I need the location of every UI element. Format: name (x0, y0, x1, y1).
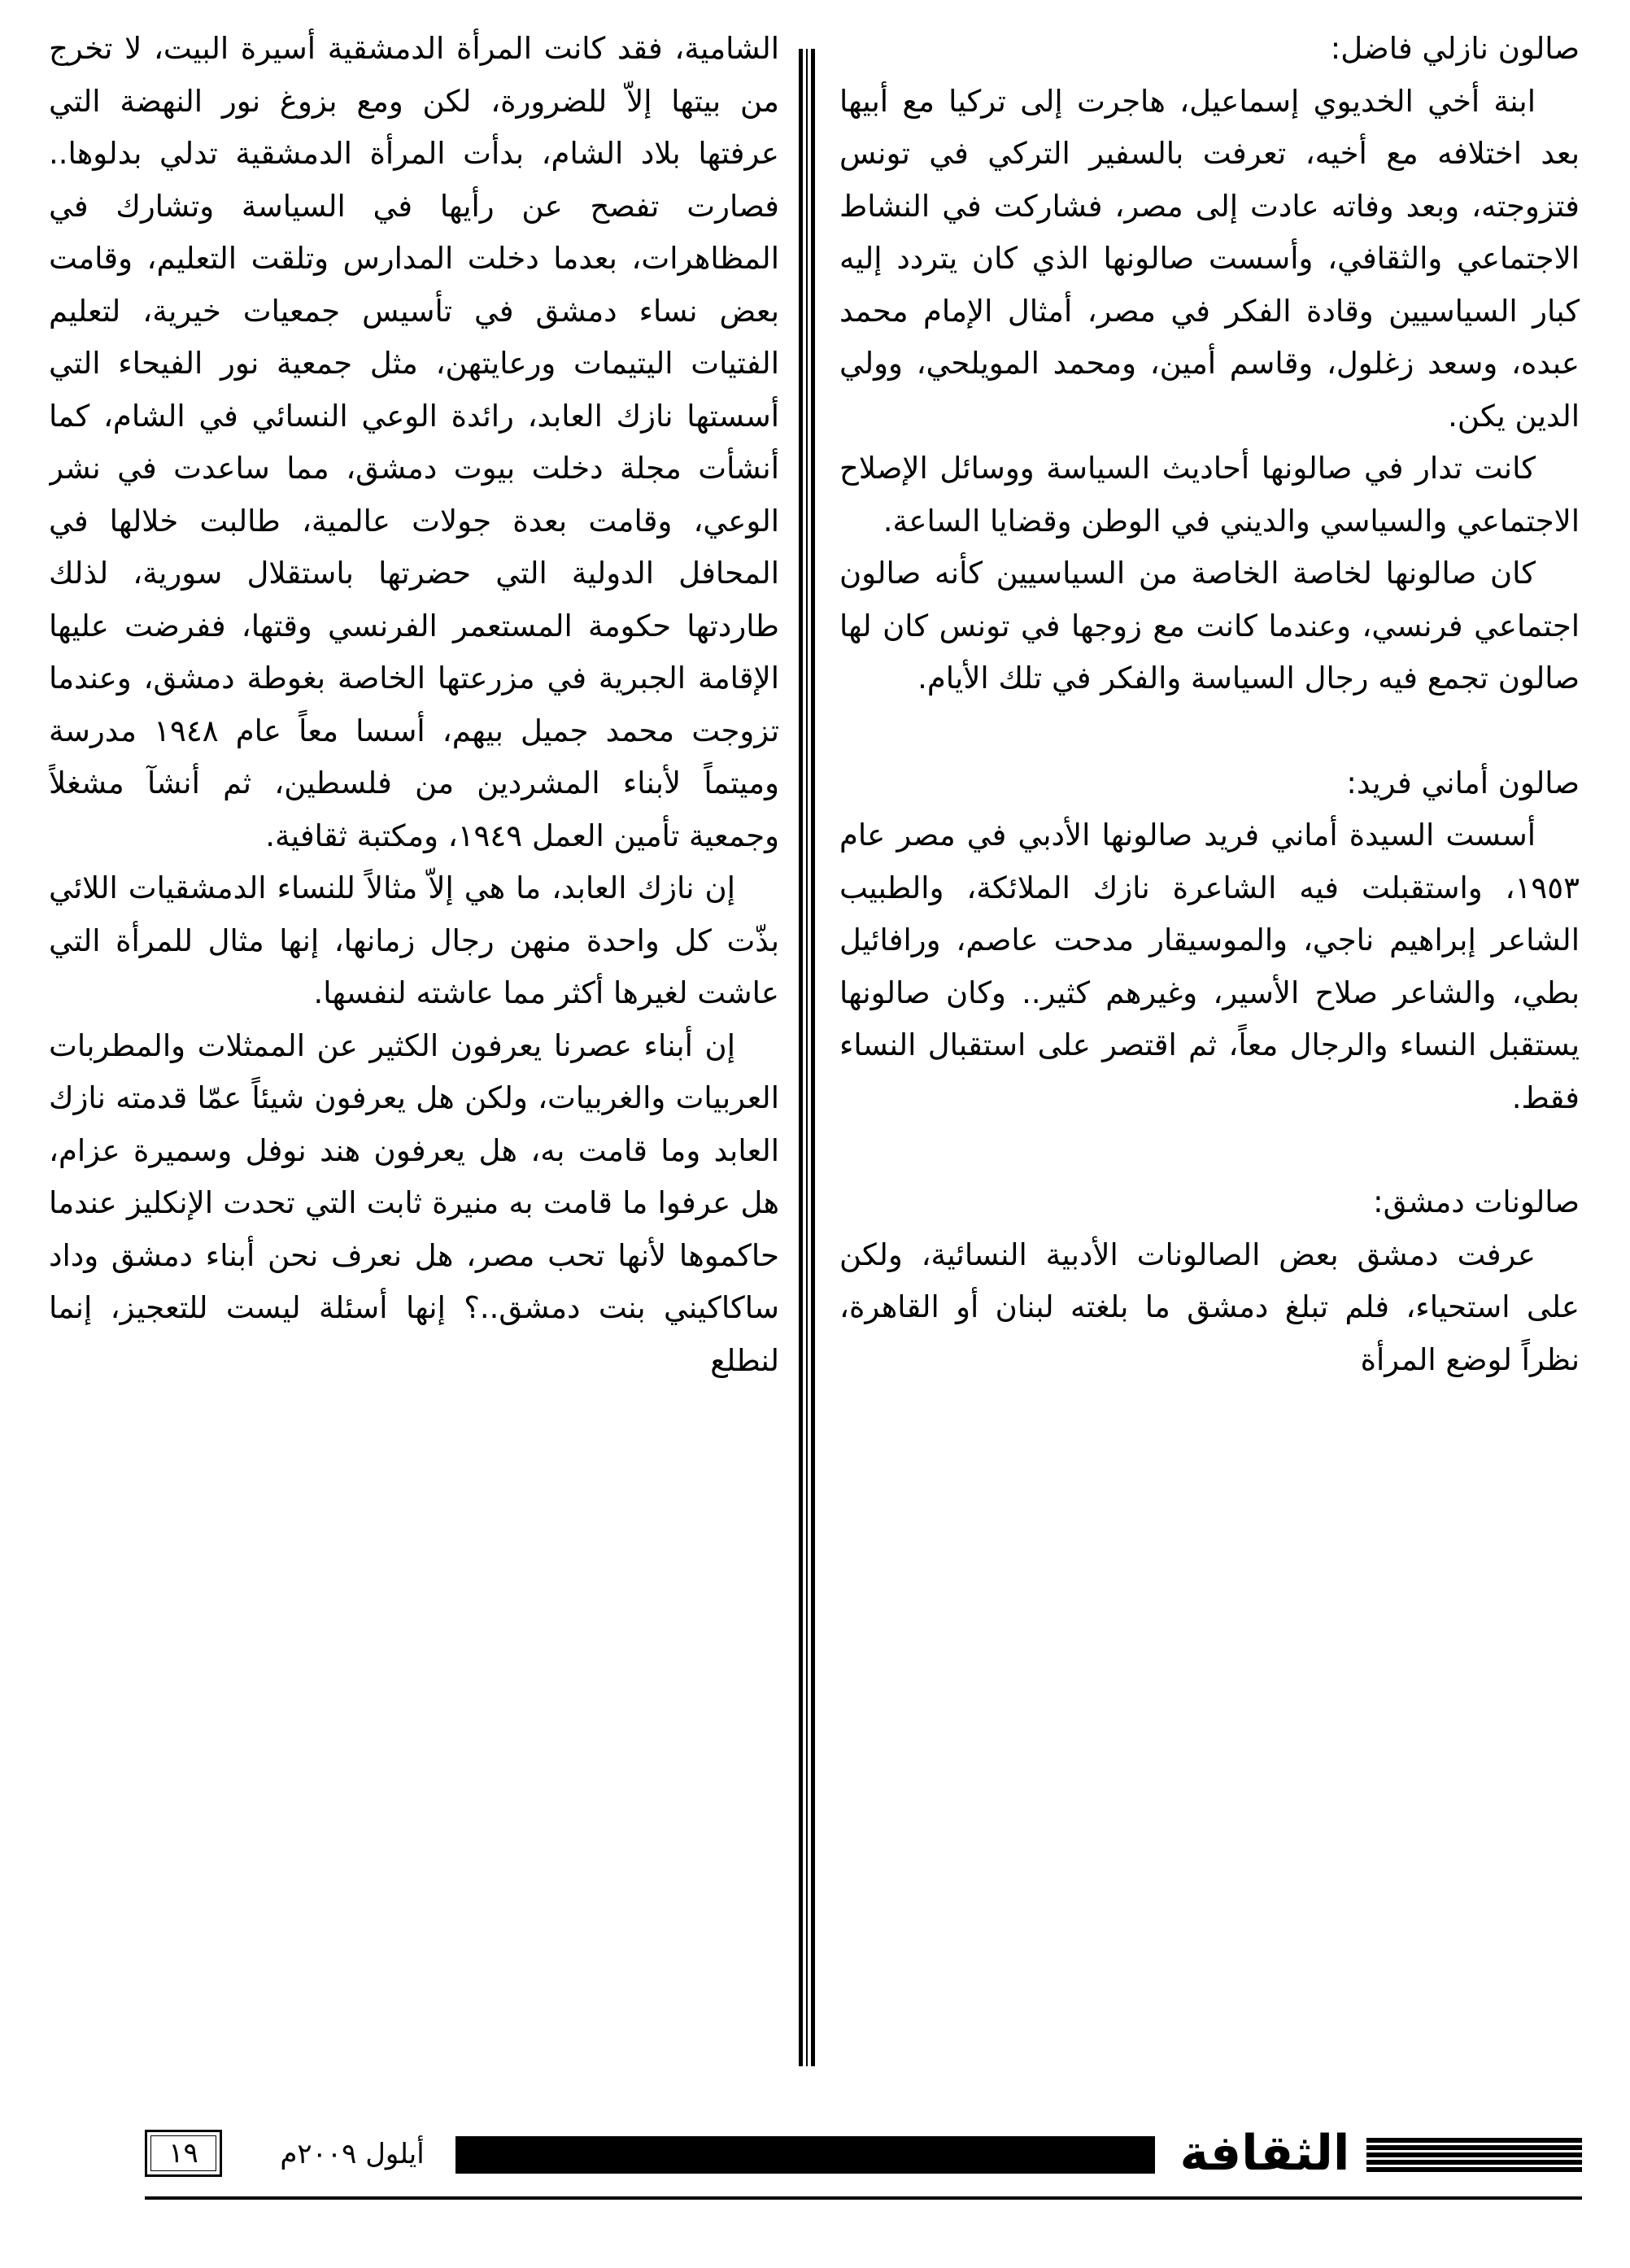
paragraph: إن أبناء عصرنا يعرفون الكثير عن الممثلات والمطربات العربيات والغربيات، ولكن هل يعرفون شيئاً عمّا قدمته نازك العابد وما قامت به، هل يعرفون هند نوفل وسميرة عزام، هل عرفوا ما قامت به منيرة ثابت التي تحدت الإنكليز عندما حاكموها لأنها تحب مصر، هل نعرف نحن أبناء دمشق وداد ساكاكيني بنت دمشق..؟ إنها أسئلة ليست للتعجيز، إنما لنطلع (49, 1027, 779, 1378)
section-heading-damascus-salons: صالونات دمشق: (1373, 1184, 1580, 1219)
magazine-logo: الثقافة (1179, 2125, 1350, 2182)
paragraph: ابنة أخي الخديوي إسماعيل، هاجرت إلى تركيا مع أبيها بعد اختلافه مع أخيه، تعرفت بالسفير التركي في تونس فتزوجته، وبعد وفاته عادت إلى مصر، فشاركت في النشاط الاجتماعي والثقافي، وأسست صالونها الذي كان يتردد إليه كبار السياسيين وقادة الفكر في مصر، أمثال الإمام محمد عبده، وسعد زغلول، وقاسم أمين، ومحمد المويلحي، وولي الدين يكن. (839, 83, 1580, 434)
footer-band (455, 2136, 1155, 2174)
paragraph: كان صالونها لخاصة الخاصة من السياسيين كأنه صالون اجتماعي فرنسي، وعندما كانت مع زوجها في تونس كان لها صالون تجمع فيه رجال السياسة والفكر في تلك الأيام. (839, 556, 1580, 696)
section-spacer (839, 705, 1580, 757)
logo-stripes (1366, 2138, 1582, 2172)
section-heading-amani-farid: صالون أماني فريد: (1346, 765, 1580, 800)
paragraph: إن نازك العابد، ما هي إلاّ مثالاً للنساء الدمشقيات اللائي بذّت كل واحدة منهن رجال زمانها، إنها مثال للمرأة التي عاشت لغيرها أكثر مما عاشته لنفسها. (49, 870, 779, 1010)
footer-rule (145, 2196, 1582, 2200)
page-number: ١٩ (145, 2130, 222, 2177)
paragraph: أسست السيدة أماني فريد صالونها الأدبي في مصر عام ١٩٥٣، واستقبلت فيه الشاعرة نازك الملائكة، والطبيب الشاعر إبراهيم ناجي، والموسيقار مدحت عاصم، ورافائيل بطي، والشاعر صلاح الأسير، وغيرهم كثير.. وكان صالونها يستقبل النساء والرجال معاً، ثم اقتصر على استقبال النساء فقط. (839, 818, 1580, 1115)
paragraph: كانت تدار في صالونها أحاديث السياسة ووسائل الإصلاح الاجتماعي والسياسي والديني في الوطن وقضايا الساعة. (839, 451, 1580, 539)
paragraph: عرفت دمشق بعض الصالونات الأدبية النسائية، ولكن على استحياء، فلم تبلغ دمشق ما بلغته لبنان أو القاهرة، نظراً لوضع المرأة (839, 1236, 1580, 1377)
right-column (839, 23, 1580, 2069)
section-spacer (839, 1124, 1580, 1176)
section-heading-nazli-fadel: صالون نازلي فاضل: (1330, 31, 1580, 66)
column-divider (799, 49, 815, 2066)
issue-date: أيلول ٢٠٠٩م (280, 2138, 425, 2170)
paragraph: الشامية، فقد كانت المرأة الدمشقية أسيرة البيت، لا تخرج من بيتها إلاّ للضرورة، لكن ومع بزوغ نور النهضة التي عرفتها بلاد الشام، بدأت المرأة الدمشقية تدلي بدلوها.. فصارت تفصح عن رأيها في السياسة وتشارك في المظاهرات، بعدما دخلت المدارس وتلقت التعليم، وقامت بعض نساء دمشق في تأسيس جمعيات خيرية، لتعليم الفتيات اليتيمات ورعايتهن، مثل جمعية نور الفيحاء التي أسستها نازك العابد، رائدة الوعي النسائي في الشام، كما أنشأت مجلة دخلت بيوت دمشق، مما ساعدت في نشر الوعي، وقامت بعدة جولات عالمية، طالبت خلالها في المحافل الدولية التي حضرتها باستقلال سورية، لذلك طاردتها حكومة المستعمر الفرنسي وقتها، ففرضت عليها الإقامة الجبرية في مزرعتها الخاصة بغوطة دمشق، وعندما تزوجت محمد جميل بيهم، أسسا معاً عام ١٩٤٨ مدرسة وميتماً لأبناء المشردين من فلسطين، ثم أنشآ مشغلاً وجمعية تأمين العمل ١٩٤٩، ومكتبة ثقافية. (49, 31, 779, 853)
left-column (49, 23, 779, 2069)
